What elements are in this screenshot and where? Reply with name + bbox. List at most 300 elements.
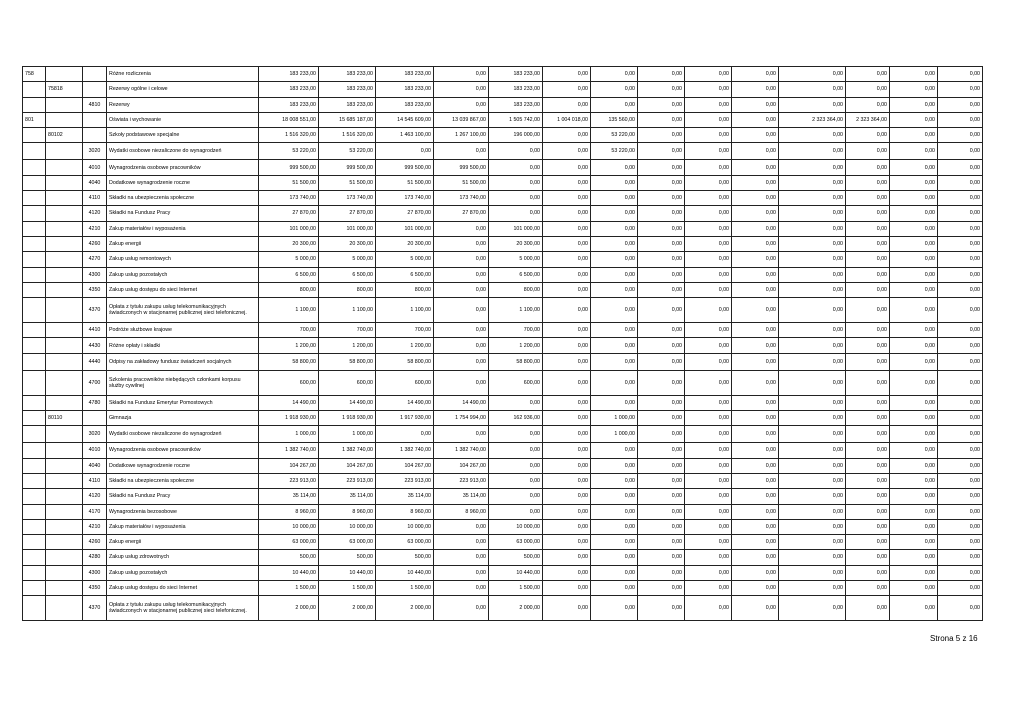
amount-cell: 6 500,00 <box>376 267 434 282</box>
amount-cell: 0,00 <box>685 338 732 353</box>
dzial-cell <box>23 395 46 410</box>
amount-cell: 1 382 740,00 <box>259 443 319 458</box>
amount-cell: 0,00 <box>732 458 779 473</box>
amount-cell: 0,00 <box>846 353 890 370</box>
amount-cell: 0,00 <box>591 504 638 519</box>
amount-cell: 0,00 <box>489 143 543 160</box>
nazwa-cell: Zakup usług pozostałych <box>107 267 259 282</box>
amount-cell: 0,00 <box>591 443 638 458</box>
amount-cell: 800,00 <box>489 282 543 297</box>
paragraf-cell: 4280 <box>83 550 107 565</box>
rozdzial-cell <box>46 458 83 473</box>
amount-cell: 800,00 <box>376 282 434 297</box>
amount-cell: 0,00 <box>638 128 685 143</box>
amount-cell: 5 000,00 <box>259 252 319 267</box>
amount-cell: 0,00 <box>489 504 543 519</box>
amount-cell: 27 870,00 <box>376 206 434 221</box>
amount-cell: 0,00 <box>779 175 846 190</box>
table-row <box>23 596 983 621</box>
amount-cell: 0,00 <box>591 535 638 550</box>
amount-cell: 0,00 <box>846 443 890 458</box>
amount-cell: 1 505 742,00 <box>489 112 543 127</box>
amount-cell: 0,00 <box>846 252 890 267</box>
amount-cell: 0,00 <box>890 395 938 410</box>
rozdzial-cell <box>46 323 83 338</box>
amount-cell: 0,00 <box>489 443 543 458</box>
amount-cell: 999 500,00 <box>376 160 434 175</box>
paragraf-cell: 4120 <box>83 206 107 221</box>
amount-cell: 0,00 <box>890 489 938 504</box>
amount-cell: 0,00 <box>890 298 938 323</box>
amount-cell: 0,00 <box>846 282 890 297</box>
amount-cell: 51 500,00 <box>319 175 376 190</box>
amount-cell: 1 382 740,00 <box>319 443 376 458</box>
rozdzial-cell <box>46 298 83 323</box>
amount-cell: 8 960,00 <box>259 504 319 519</box>
amount-cell: 0,00 <box>685 160 732 175</box>
paragraf-cell <box>83 82 107 97</box>
amount-cell: 10 440,00 <box>259 565 319 580</box>
dzial-cell <box>23 221 46 236</box>
amount-cell: 223 913,00 <box>259 473 319 488</box>
paragraf-cell: 4010 <box>83 160 107 175</box>
amount-cell: 0,00 <box>543 443 591 458</box>
amount-cell: 500,00 <box>259 550 319 565</box>
amount-cell: 173 740,00 <box>376 191 434 206</box>
amount-cell: 0,00 <box>434 353 489 370</box>
nazwa-cell: Opłata z tytułu zakupu usług telekomunikacyjnych świadczonych w stacjonarnej publicznej sieci telefonicznej. <box>107 596 259 621</box>
amount-cell: 0,00 <box>543 298 591 323</box>
amount-cell: 53 220,00 <box>319 143 376 160</box>
nazwa-cell: Różne opłaty i składki <box>107 338 259 353</box>
table-row <box>23 338 983 353</box>
nazwa-cell: Wydatki osobowe niezaliczone do wynagrodzeń <box>107 426 259 443</box>
amount-cell: 0,00 <box>779 426 846 443</box>
amount-cell: 0,00 <box>638 175 685 190</box>
amount-cell: 0,00 <box>591 338 638 353</box>
paragraf-cell: 4270 <box>83 252 107 267</box>
amount-cell: 0,00 <box>543 338 591 353</box>
amount-cell: 0,00 <box>685 175 732 190</box>
paragraf-cell: 4780 <box>83 395 107 410</box>
amount-cell: 0,00 <box>846 550 890 565</box>
amount-cell: 0,00 <box>732 206 779 221</box>
amount-cell: 10 000,00 <box>376 519 434 534</box>
rozdzial-cell <box>46 221 83 236</box>
amount-cell: 0,00 <box>434 338 489 353</box>
amount-cell: 800,00 <box>319 282 376 297</box>
paragraf-cell: 4170 <box>83 504 107 519</box>
dzial-cell <box>23 411 46 426</box>
amount-cell: 183 233,00 <box>319 67 376 82</box>
amount-cell: 223 913,00 <box>319 473 376 488</box>
table-row <box>23 443 983 458</box>
amount-cell: 999 500,00 <box>434 160 489 175</box>
amount-cell: 35 114,00 <box>319 489 376 504</box>
amount-cell: 0,00 <box>434 298 489 323</box>
amount-cell: 0,00 <box>732 323 779 338</box>
amount-cell: 0,00 <box>938 191 983 206</box>
amount-cell: 0,00 <box>376 143 434 160</box>
amount-cell: 0,00 <box>638 426 685 443</box>
amount-cell: 35 114,00 <box>259 489 319 504</box>
amount-cell: 0,00 <box>591 82 638 97</box>
amount-cell: 0,00 <box>732 160 779 175</box>
amount-cell: 0,00 <box>732 426 779 443</box>
amount-cell: 0,00 <box>779 395 846 410</box>
amount-cell: 183 233,00 <box>259 67 319 82</box>
paragraf-cell <box>83 128 107 143</box>
amount-cell: 223 913,00 <box>434 473 489 488</box>
amount-cell: 0,00 <box>638 82 685 97</box>
amount-cell: 0,00 <box>732 581 779 596</box>
amount-cell: 0,00 <box>779 128 846 143</box>
amount-cell: 0,00 <box>685 128 732 143</box>
nazwa-cell: Odpisy na zakładowy fundusz świadczeń socjalnych <box>107 353 259 370</box>
dzial-cell: 758 <box>23 67 46 82</box>
amount-cell: 223 913,00 <box>376 473 434 488</box>
amount-cell: 0,00 <box>846 236 890 251</box>
amount-cell: 1 917 930,00 <box>376 411 434 426</box>
dzial-cell <box>23 323 46 338</box>
amount-cell: 600,00 <box>319 370 376 395</box>
amount-cell: 53 220,00 <box>259 143 319 160</box>
amount-cell: 0,00 <box>543 535 591 550</box>
amount-cell: 0,00 <box>732 395 779 410</box>
amount-cell: 0,00 <box>938 267 983 282</box>
amount-cell: 53 220,00 <box>591 128 638 143</box>
dzial-cell <box>23 535 46 550</box>
amount-cell: 0,00 <box>543 581 591 596</box>
amount-cell: 0,00 <box>685 252 732 267</box>
rozdzial-cell <box>46 426 83 443</box>
dzial-cell <box>23 504 46 519</box>
amount-cell: 0,00 <box>846 411 890 426</box>
amount-cell: 0,00 <box>591 323 638 338</box>
amount-cell: 700,00 <box>489 323 543 338</box>
amount-cell: 0,00 <box>638 535 685 550</box>
amount-cell: 0,00 <box>846 143 890 160</box>
amount-cell: 51 500,00 <box>259 175 319 190</box>
amount-cell: 14 490,00 <box>319 395 376 410</box>
amount-cell: 101 000,00 <box>376 221 434 236</box>
amount-cell: 0,00 <box>732 596 779 621</box>
amount-cell: 0,00 <box>434 370 489 395</box>
nazwa-cell: Opłata z tytułu zakupu usług telekomunikacyjnych świadczonych w stacjonarnej publicznej sieci telefonicznej. <box>107 298 259 323</box>
amount-cell: 10 000,00 <box>259 519 319 534</box>
amount-cell: 0,00 <box>846 191 890 206</box>
nazwa-cell: Zakup usług dostępu do sieci Internet <box>107 581 259 596</box>
amount-cell: 0,00 <box>890 443 938 458</box>
amount-cell: 58 800,00 <box>259 353 319 370</box>
amount-cell: 0,00 <box>890 267 938 282</box>
amount-cell: 0,00 <box>890 550 938 565</box>
table-row <box>23 353 983 370</box>
amount-cell: 0,00 <box>938 298 983 323</box>
amount-cell: 0,00 <box>846 458 890 473</box>
amount-cell: 1 100,00 <box>376 298 434 323</box>
amount-cell: 0,00 <box>890 112 938 127</box>
nazwa-cell: Zakup energii <box>107 236 259 251</box>
table-row <box>23 395 983 410</box>
amount-cell: 0,00 <box>890 82 938 97</box>
nazwa-cell: Podróże służbowe krajowe <box>107 323 259 338</box>
amount-cell: 0,00 <box>543 519 591 534</box>
amount-cell: 0,00 <box>685 82 732 97</box>
amount-cell: 0,00 <box>434 82 489 97</box>
amount-cell: 1 000,00 <box>319 426 376 443</box>
amount-cell: 2 000,00 <box>319 596 376 621</box>
dzial-cell <box>23 97 46 112</box>
amount-cell: 0,00 <box>434 596 489 621</box>
dzial-cell <box>23 581 46 596</box>
amount-cell: 0,00 <box>434 267 489 282</box>
amount-cell: 0,00 <box>732 236 779 251</box>
amount-cell: 0,00 <box>779 191 846 206</box>
paragraf-cell: 4260 <box>83 236 107 251</box>
amount-cell: 0,00 <box>846 160 890 175</box>
table-row <box>23 282 983 297</box>
amount-cell: 0,00 <box>591 206 638 221</box>
amount-cell: 0,00 <box>846 67 890 82</box>
amount-cell: 0,00 <box>938 426 983 443</box>
amount-cell: 0,00 <box>685 353 732 370</box>
nazwa-cell: Składki na Fundusz Pracy <box>107 206 259 221</box>
amount-cell: 0,00 <box>890 143 938 160</box>
amount-cell: 63 000,00 <box>376 535 434 550</box>
amount-cell: 0,00 <box>890 581 938 596</box>
amount-cell: 0,00 <box>543 221 591 236</box>
amount-cell: 0,00 <box>846 581 890 596</box>
amount-cell: 0,00 <box>846 489 890 504</box>
nazwa-cell: Zakup materiałów i wyposażenia <box>107 221 259 236</box>
amount-cell: 101 000,00 <box>259 221 319 236</box>
nazwa-cell: Wynagrodzenia bezosobowe <box>107 504 259 519</box>
paragraf-cell: 4210 <box>83 221 107 236</box>
amount-cell: 63 000,00 <box>489 535 543 550</box>
amount-cell: 0,00 <box>779 160 846 175</box>
amount-cell: 0,00 <box>779 353 846 370</box>
table-row <box>23 252 983 267</box>
amount-cell: 0,00 <box>732 267 779 282</box>
amount-cell: 0,00 <box>638 489 685 504</box>
amount-cell: 0,00 <box>890 175 938 190</box>
amount-cell: 35 114,00 <box>376 489 434 504</box>
table-row <box>23 143 983 160</box>
amount-cell: 162 936,00 <box>489 411 543 426</box>
amount-cell: 0,00 <box>434 550 489 565</box>
amount-cell: 1 382 740,00 <box>434 443 489 458</box>
nazwa-cell: Zakup materiałów i wyposażenia <box>107 519 259 534</box>
amount-cell: 0,00 <box>890 236 938 251</box>
dzial-cell <box>23 489 46 504</box>
table-row <box>23 473 983 488</box>
nazwa-cell: Wynagrodzenia osobowe pracowników <box>107 160 259 175</box>
amount-cell: 0,00 <box>434 236 489 251</box>
paragraf-cell: 4110 <box>83 191 107 206</box>
amount-cell: 0,00 <box>732 221 779 236</box>
amount-cell: 0,00 <box>890 473 938 488</box>
amount-cell: 0,00 <box>543 67 591 82</box>
amount-cell: 104 267,00 <box>434 458 489 473</box>
amount-cell: 0,00 <box>543 550 591 565</box>
amount-cell: 10 440,00 <box>489 565 543 580</box>
rozdzial-cell <box>46 504 83 519</box>
amount-cell: 0,00 <box>779 323 846 338</box>
amount-cell: 0,00 <box>732 191 779 206</box>
amount-cell: 0,00 <box>938 112 983 127</box>
amount-cell: 101 000,00 <box>319 221 376 236</box>
amount-cell: 0,00 <box>846 82 890 97</box>
dzial-cell <box>23 191 46 206</box>
rozdzial-cell <box>46 596 83 621</box>
amount-cell: 0,00 <box>685 282 732 297</box>
nazwa-cell: Dodatkowe wynagrodzenie roczne <box>107 175 259 190</box>
amount-cell: 14 490,00 <box>434 395 489 410</box>
amount-cell: 0,00 <box>779 581 846 596</box>
amount-cell: 0,00 <box>938 596 983 621</box>
rozdzial-cell <box>46 550 83 565</box>
amount-cell: 0,00 <box>638 67 685 82</box>
amount-cell: 0,00 <box>685 426 732 443</box>
amount-cell: 15 685 187,00 <box>319 112 376 127</box>
nazwa-cell: Zakup usług pozostałych <box>107 565 259 580</box>
amount-cell: 6 500,00 <box>259 267 319 282</box>
amount-cell: 0,00 <box>638 236 685 251</box>
amount-cell: 0,00 <box>779 535 846 550</box>
amount-cell: 0,00 <box>938 67 983 82</box>
amount-cell: 0,00 <box>938 550 983 565</box>
table-row <box>23 112 983 127</box>
rozdzial-cell <box>46 473 83 488</box>
amount-cell: 0,00 <box>638 411 685 426</box>
amount-cell: 0,00 <box>591 473 638 488</box>
amount-cell: 0,00 <box>543 282 591 297</box>
amount-cell: 0,00 <box>846 221 890 236</box>
amount-cell: 0,00 <box>938 282 983 297</box>
amount-cell: 0,00 <box>779 519 846 534</box>
amount-cell: 2 000,00 <box>259 596 319 621</box>
table-row <box>23 370 983 395</box>
amount-cell: 0,00 <box>434 67 489 82</box>
amount-cell: 0,00 <box>489 206 543 221</box>
amount-cell: 700,00 <box>376 323 434 338</box>
amount-cell: 0,00 <box>638 581 685 596</box>
table-row <box>23 236 983 251</box>
amount-cell: 0,00 <box>779 443 846 458</box>
paragraf-cell: 4010 <box>83 443 107 458</box>
amount-cell: 999 500,00 <box>259 160 319 175</box>
amount-cell: 20 300,00 <box>259 236 319 251</box>
amount-cell: 0,00 <box>591 252 638 267</box>
amount-cell: 0,00 <box>543 160 591 175</box>
amount-cell: 0,00 <box>543 252 591 267</box>
dzial-cell <box>23 370 46 395</box>
amount-cell: 8 960,00 <box>319 504 376 519</box>
amount-cell: 0,00 <box>685 581 732 596</box>
amount-cell: 0,00 <box>591 97 638 112</box>
amount-cell: 104 267,00 <box>259 458 319 473</box>
amount-cell: 183 233,00 <box>259 82 319 97</box>
amount-cell: 173 740,00 <box>259 191 319 206</box>
amount-cell: 0,00 <box>779 550 846 565</box>
amount-cell: 0,00 <box>638 504 685 519</box>
amount-cell: 1 516 320,00 <box>259 128 319 143</box>
amount-cell: 0,00 <box>591 596 638 621</box>
amount-cell: 0,00 <box>685 191 732 206</box>
amount-cell: 58 800,00 <box>489 353 543 370</box>
amount-cell: 183 233,00 <box>259 97 319 112</box>
amount-cell: 0,00 <box>591 458 638 473</box>
table-row <box>23 535 983 550</box>
table-row <box>23 550 983 565</box>
amount-cell: 0,00 <box>685 411 732 426</box>
amount-cell: 0,00 <box>591 489 638 504</box>
amount-cell: 0,00 <box>938 519 983 534</box>
amount-cell: 1 754 994,00 <box>434 411 489 426</box>
amount-cell: 0,00 <box>685 504 732 519</box>
amount-cell: 0,00 <box>938 581 983 596</box>
amount-cell: 0,00 <box>489 160 543 175</box>
amount-cell: 20 300,00 <box>319 236 376 251</box>
amount-cell: 1 200,00 <box>376 338 434 353</box>
nazwa-cell: Zakup energii <box>107 535 259 550</box>
table-row <box>23 128 983 143</box>
amount-cell: 0,00 <box>779 473 846 488</box>
amount-cell: 8 960,00 <box>376 504 434 519</box>
amount-cell: 1 500,00 <box>489 581 543 596</box>
amount-cell: 0,00 <box>779 298 846 323</box>
amount-cell: 0,00 <box>846 175 890 190</box>
paragraf-cell: 4370 <box>83 596 107 621</box>
rozdzial-cell <box>46 443 83 458</box>
amount-cell: 183 233,00 <box>376 67 434 82</box>
amount-cell: 0,00 <box>591 175 638 190</box>
amount-cell: 0,00 <box>890 504 938 519</box>
amount-cell: 0,00 <box>376 426 434 443</box>
amount-cell: 1 200,00 <box>319 338 376 353</box>
table-row <box>23 191 983 206</box>
nazwa-cell: Różne rozliczenia <box>107 67 259 82</box>
paragraf-cell: 4700 <box>83 370 107 395</box>
rozdzial-cell <box>46 97 83 112</box>
dzial-cell <box>23 282 46 297</box>
amount-cell: 0,00 <box>732 143 779 160</box>
amount-cell: 0,00 <box>732 128 779 143</box>
table-row <box>23 298 983 323</box>
amount-cell: 1 000,00 <box>591 426 638 443</box>
amount-cell: 500,00 <box>489 550 543 565</box>
rozdzial-cell <box>46 338 83 353</box>
amount-cell: 0,00 <box>779 221 846 236</box>
amount-cell: 10 000,00 <box>489 519 543 534</box>
amount-cell: 0,00 <box>779 338 846 353</box>
amount-cell: 0,00 <box>543 395 591 410</box>
amount-cell: 183 233,00 <box>489 82 543 97</box>
amount-cell: 0,00 <box>685 143 732 160</box>
amount-cell: 0,00 <box>779 97 846 112</box>
amount-cell: 2 000,00 <box>376 596 434 621</box>
amount-cell: 0,00 <box>890 565 938 580</box>
amount-cell: 0,00 <box>434 519 489 534</box>
amount-cell: 0,00 <box>685 489 732 504</box>
amount-cell: 135 560,00 <box>591 112 638 127</box>
amount-cell: 0,00 <box>543 206 591 221</box>
amount-cell: 0,00 <box>938 458 983 473</box>
nazwa-cell: Zakup usług remontowych <box>107 252 259 267</box>
rozdzial-cell <box>46 282 83 297</box>
amount-cell: 0,00 <box>591 581 638 596</box>
